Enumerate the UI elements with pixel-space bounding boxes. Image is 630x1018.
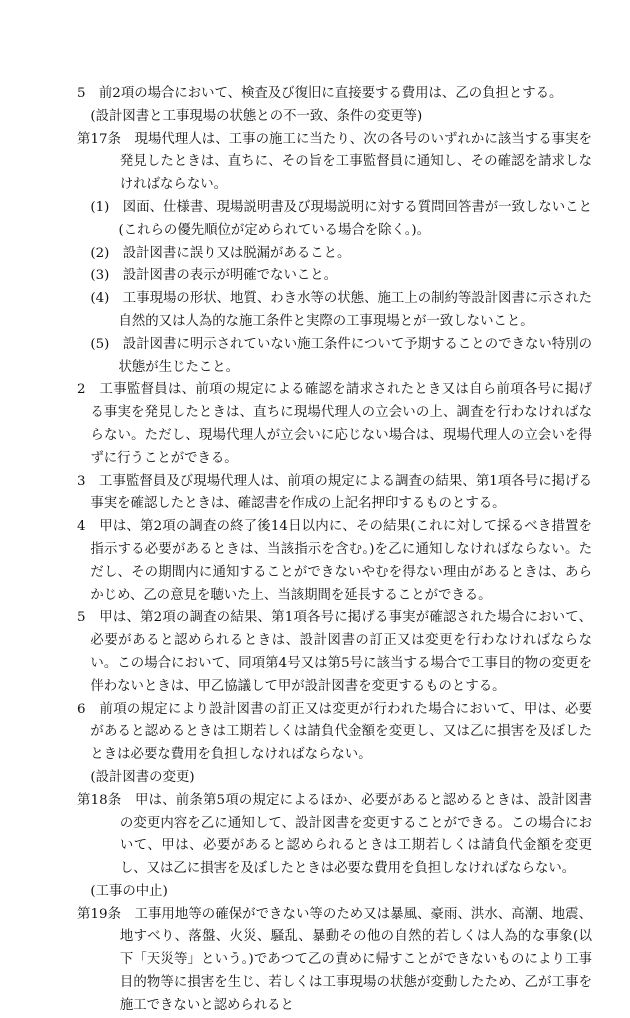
clause-paragraph: 6 前項の規定により設計図書の訂正又は変更が行われた場合において、甲は、必要があると認めるときは工期若しくは請負代金額を変更し、又は乙に損害を及ぼしたときは必要な費用を負担しなければならない。	[77, 701, 592, 763]
clause-paragraph: 3 工事監督員及び現場代理人は、前項の規定による調査の結果、第1項各号に掲げる事実を確認したときは、確認書を作成の上記名押印するものとする。	[77, 473, 592, 512]
clause-paragraph: 2 工事監督員は、前項の規定による確認を請求されたとき又は自ら前項各号に掲げる事実を発見したときは、直ちに現場代理人の立会いの上、調査を行わなければならない。ただし、現場代理人が立会いに応じない場合は、現場代理人の立会いを得ずに行うことができる。	[77, 382, 592, 466]
article-caption: (設計図書と工事現場の状態との不一致、条件の変更等)	[90, 108, 423, 124]
list-item: (2) 設計図書に誤り又は脱漏があること。	[90, 245, 351, 261]
article-caption: (設計図書の変更)	[90, 769, 195, 785]
list-item: (4) 工事現場の形状、地質、わき水等の状態、施工上の制約等設計図書に示された自然的又は人為的な施工条件と実際の工事現場とが一致しないこと。	[90, 291, 592, 329]
clause-paragraph: 5 前2項の場合において、検査及び復旧に直接要する費用は、乙の負担とする。	[77, 86, 563, 101]
article-caption: (工事の中止)	[90, 883, 168, 899]
clause-paragraph: 5 甲は、第2項の調査の結果、第1項各号に掲げる事実が確認された場合において、必要があると認められるときは、設計図書の訂正又は変更を行わなければならない。この場合において、同項第4号又は第5号に該当する場合で工事目的物の変更を伴わないときは、甲乙協議して甲が設計図書を変更するものとする。	[77, 610, 592, 694]
article-paragraph: 第18条 甲は、前条第5項の規定によるほか、必要があると認めるときは、設計図書の変更内容を乙に通知して、設計図書を変更することができる。この場合において、甲は、必要があると認められるときは工期若しくは請負代金額を変更し、又は乙に損害を及ぼしたときは必要な費用を負担しなければならない。	[77, 792, 592, 877]
article-paragraph: 第17条 現場代理人は、工事の施工に当たり、次の各号のいずれかに該当する事実を発見したときは、直ちに、その旨を工事監督員に通知し、その確認を請求しなければならない。	[77, 131, 592, 193]
list-item: (5) 設計図書に明示されていない施工条件について予期することのできない特別の状態が生じたこと。	[90, 336, 592, 375]
list-item: (1) 図面、仕様書、現場説明書及び現場説明に対する質問回答書が一致しないこと(これらの優先順位が定められている場合を除く。)。	[90, 199, 592, 238]
list-item: (3) 設計図書の表示が明確でないこと。	[90, 268, 338, 284]
article-paragraph: 第19条 工事用地等の確保ができない等のため又は暴風、豪雨、洪水、高潮、地震、地すべり、落盤、火災、騒乱、暴動その他の自然的若しくは人為的な事象(以下「天災等」という。)であつて乙の責めに帰すことができないものにより工事目的物等に損害を生じ、若しくは工事現場の状態が変動したため、乙が工事を施工できないと認められると	[77, 906, 592, 1013]
clause-paragraph: 4 甲は、第2項の調査の終了後14日以内に、その結果(これに対して採るべき措置を指示する必要があるときは、当該指示を含む。)を乙に通知しなければならない。ただし、その期間内に通知することができないやむを得ない理由があるときは、あらかじめ、乙の意見を聴いた上、当該期間を延長することができる。	[77, 519, 592, 603]
